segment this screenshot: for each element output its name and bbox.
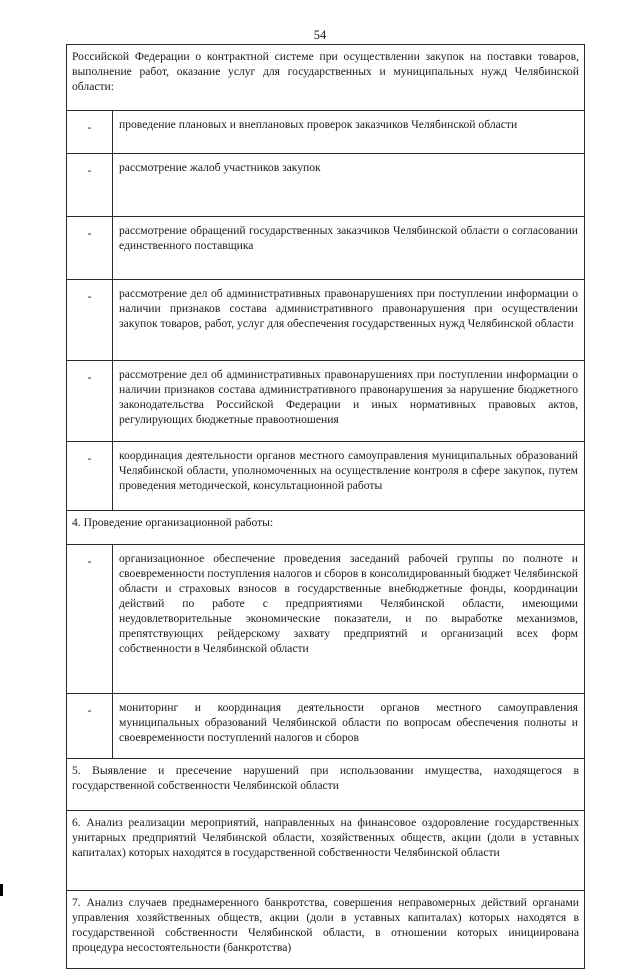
dash-marker: -	[67, 217, 113, 280]
row-text: координация деятельности органов местного самоуправления муниципальных образований Челябинской области, уполномоченных на осуществление контроля в сфере закупок, путем проведения методической, консультационной работы	[113, 442, 585, 511]
table-row	[67, 280, 585, 361]
table-row	[67, 154, 585, 217]
dash-marker: -	[67, 154, 113, 217]
section-heading: 4. Проведение организационной работы:	[67, 511, 585, 545]
row-text: рассмотрение дел об административных правонарушениях при поступлении информации о наличии признаков состава административного правонарушения при осуществлении закупок товаров, работ, услуг для обеспечения государственных нужд Челябинской области	[113, 280, 585, 361]
table-row	[67, 511, 585, 545]
section-heading: 7. Анализ случаев преднамеренного банкротства, совершения неправомерных действий органами управления хозяйственных обществ, акции (доли в уставных капиталах) которых находятся в государственной собственности Челябинской области, в отношении которых инициирована процедура несостоятельности (банкротства)	[67, 891, 585, 969]
dash-marker: -	[67, 111, 113, 154]
table-row	[67, 545, 585, 694]
dash-marker: -	[67, 361, 113, 442]
section-heading: 6. Анализ реализации мероприятий, направленных на финансовое оздоровление государственных унитарных предприятий Челябинской области, хозяйственных обществ, акции (доли в уставных капиталах) которых находятся в государственной собственности Челябинской области	[67, 811, 585, 891]
table-row	[67, 111, 585, 154]
table-row	[67, 759, 585, 811]
section-heading: 5. Выявление и пресечение нарушений при использовании имущества, находящегося в государственной собственности Челябинской области	[67, 759, 585, 811]
dash-marker: -	[67, 280, 113, 361]
table-row	[67, 45, 585, 111]
row-text: Российской Федерации о контрактной системе при осуществлении закупок на поставки товаров, выполнение работ, оказание услуг для государственных и муниципальных нужд Челябинской области:	[67, 45, 585, 111]
row-text: рассмотрение дел об административных правонарушениях при поступлении информации о наличии признаков состава административного правонарушения за нарушение бюджетного законодательства Российской Федерации и иных нормативных правовых актов, регулирующих бюджетные правоотношения	[113, 361, 585, 442]
table-row	[67, 442, 585, 511]
scan-edge-mark	[0, 884, 3, 896]
table-row	[67, 361, 585, 442]
row-text: организационное обеспечение проведения заседаний рабочей группы по полноте и своевременности поступления налогов и сборов в консолидированный бюджет Челябинской области и страховых взносов в государственные внебюджетные фонды, координации действий по работе с предприятиями Челябинской области, имеющими неудовлетворительные экономические показатели, и по выработке механизмов, препятствующих рейдерскому захвату предприятий и организаций всех форм собственности в Челябинской области	[113, 545, 585, 694]
table-row	[67, 891, 585, 969]
functions-table	[66, 44, 585, 969]
row-text: мониторинг и координация деятельности органов местного самоуправления муниципальных образований Челябинской области по вопросам обеспечения полноты и своевременности поступлений налогов и сборов	[113, 694, 585, 759]
table-row	[67, 811, 585, 891]
table-row	[67, 217, 585, 280]
dash-marker: -	[67, 545, 113, 694]
row-text: рассмотрение жалоб участников закупок	[113, 154, 585, 217]
dash-marker: -	[67, 442, 113, 511]
row-text: проведение плановых и внеплановых проверок заказчиков Челябинской области	[113, 111, 585, 154]
row-text: рассмотрение обращений государственных заказчиков Челябинской области о согласовании единственного поставщика	[113, 217, 585, 280]
table-row	[67, 694, 585, 759]
dash-marker: -	[67, 694, 113, 759]
page-number: 54	[313, 28, 327, 42]
